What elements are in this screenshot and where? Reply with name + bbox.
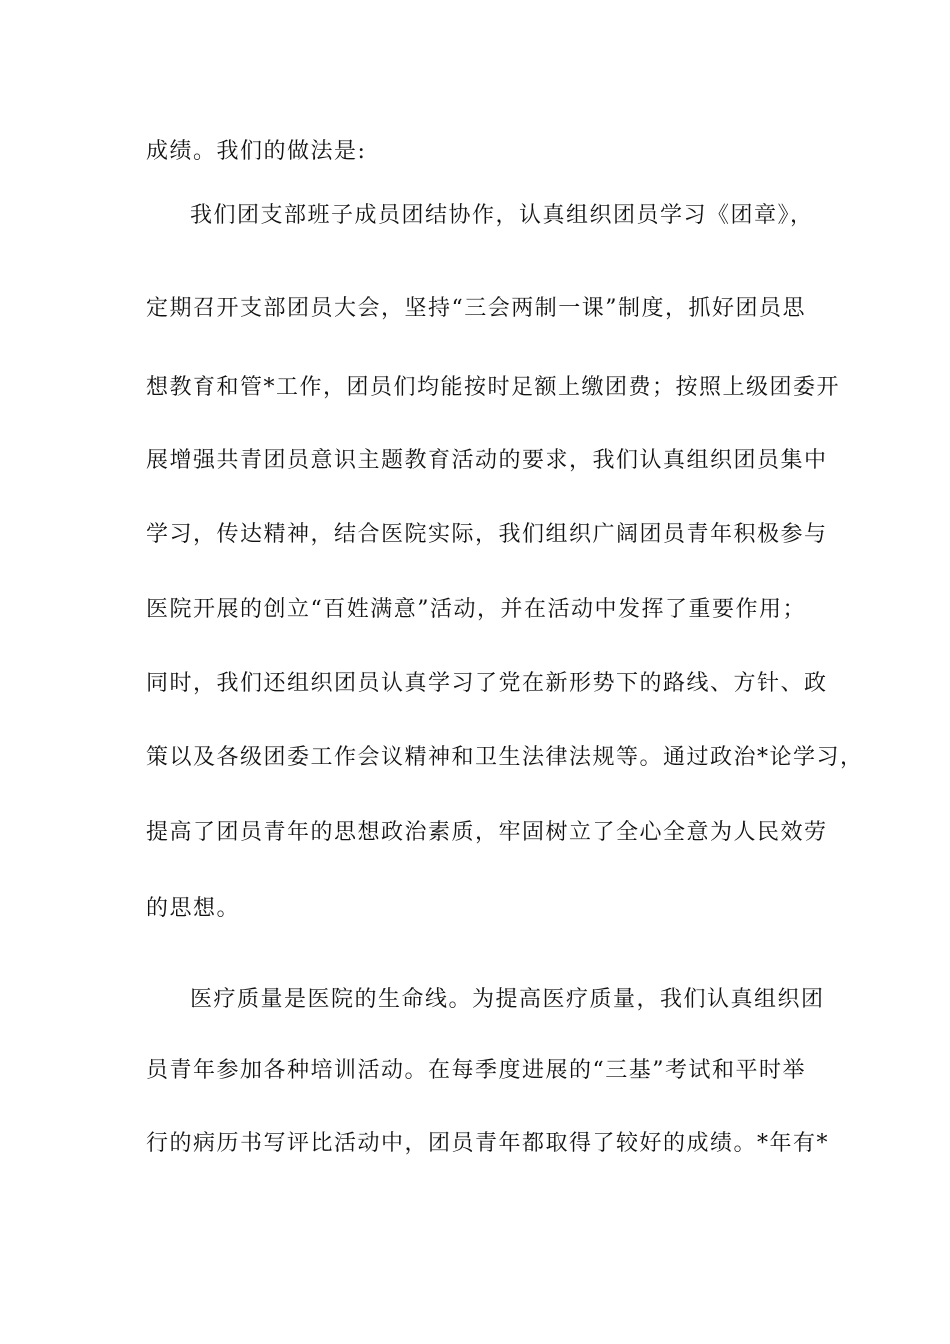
paragraph-1-line-5: 学习，传达精神，结合医院实际，我们组织广阔团员青年积极参与 — [146, 522, 828, 547]
paragraph-1-line-9: 提高了团员青年的思想政治素质，牢固树立了全心全意为人民效劳 — [146, 820, 828, 845]
paragraph-1-line-7: 同时，我们还组织团员认真学习了党在新形势下的路线、方针、政 — [146, 671, 828, 696]
paragraph-1-line-8: 策以及各级团委工作会议精神和卫生法律法规等。通过政治*论学习， — [146, 745, 864, 770]
paragraph-1-line-10: 的思想。 — [146, 896, 241, 921]
text-line-1: 成绩。我们的做法是: — [146, 139, 367, 164]
paragraph-2-line-1: 医疗质量是医院的生命线。为提高医疗质量，我们认真组织团 — [190, 987, 825, 1012]
paragraph-1-line-2: 定期召开支部团员大会，坚持“三会两制一课”制度，抓好团员思 — [146, 296, 806, 321]
paragraph-1-line-4: 展增强共青团员意识主题教育活动的要求，我们认真组织团员集中 — [146, 448, 828, 473]
paragraph-1-line-3: 想教育和管*工作，团员们均能按时足额上缴团费；按照上级团委开 — [146, 375, 841, 400]
paragraph-2-line-2: 员青年参加各种培训活动。在每季度进展的“三基”考试和平时举 — [146, 1058, 806, 1083]
paragraph-2-line-3: 行的病历书写评比活动中，团员青年都取得了较好的成绩。*年有* — [146, 1131, 830, 1156]
paragraph-1-line-1: 我们团支部班子成员团结协作，认真组织团员学习《团章》， — [190, 203, 814, 228]
paragraph-1-line-6: 医院开展的创立“百姓满意”活动，并在活动中发挥了重要作用； — [146, 597, 806, 622]
